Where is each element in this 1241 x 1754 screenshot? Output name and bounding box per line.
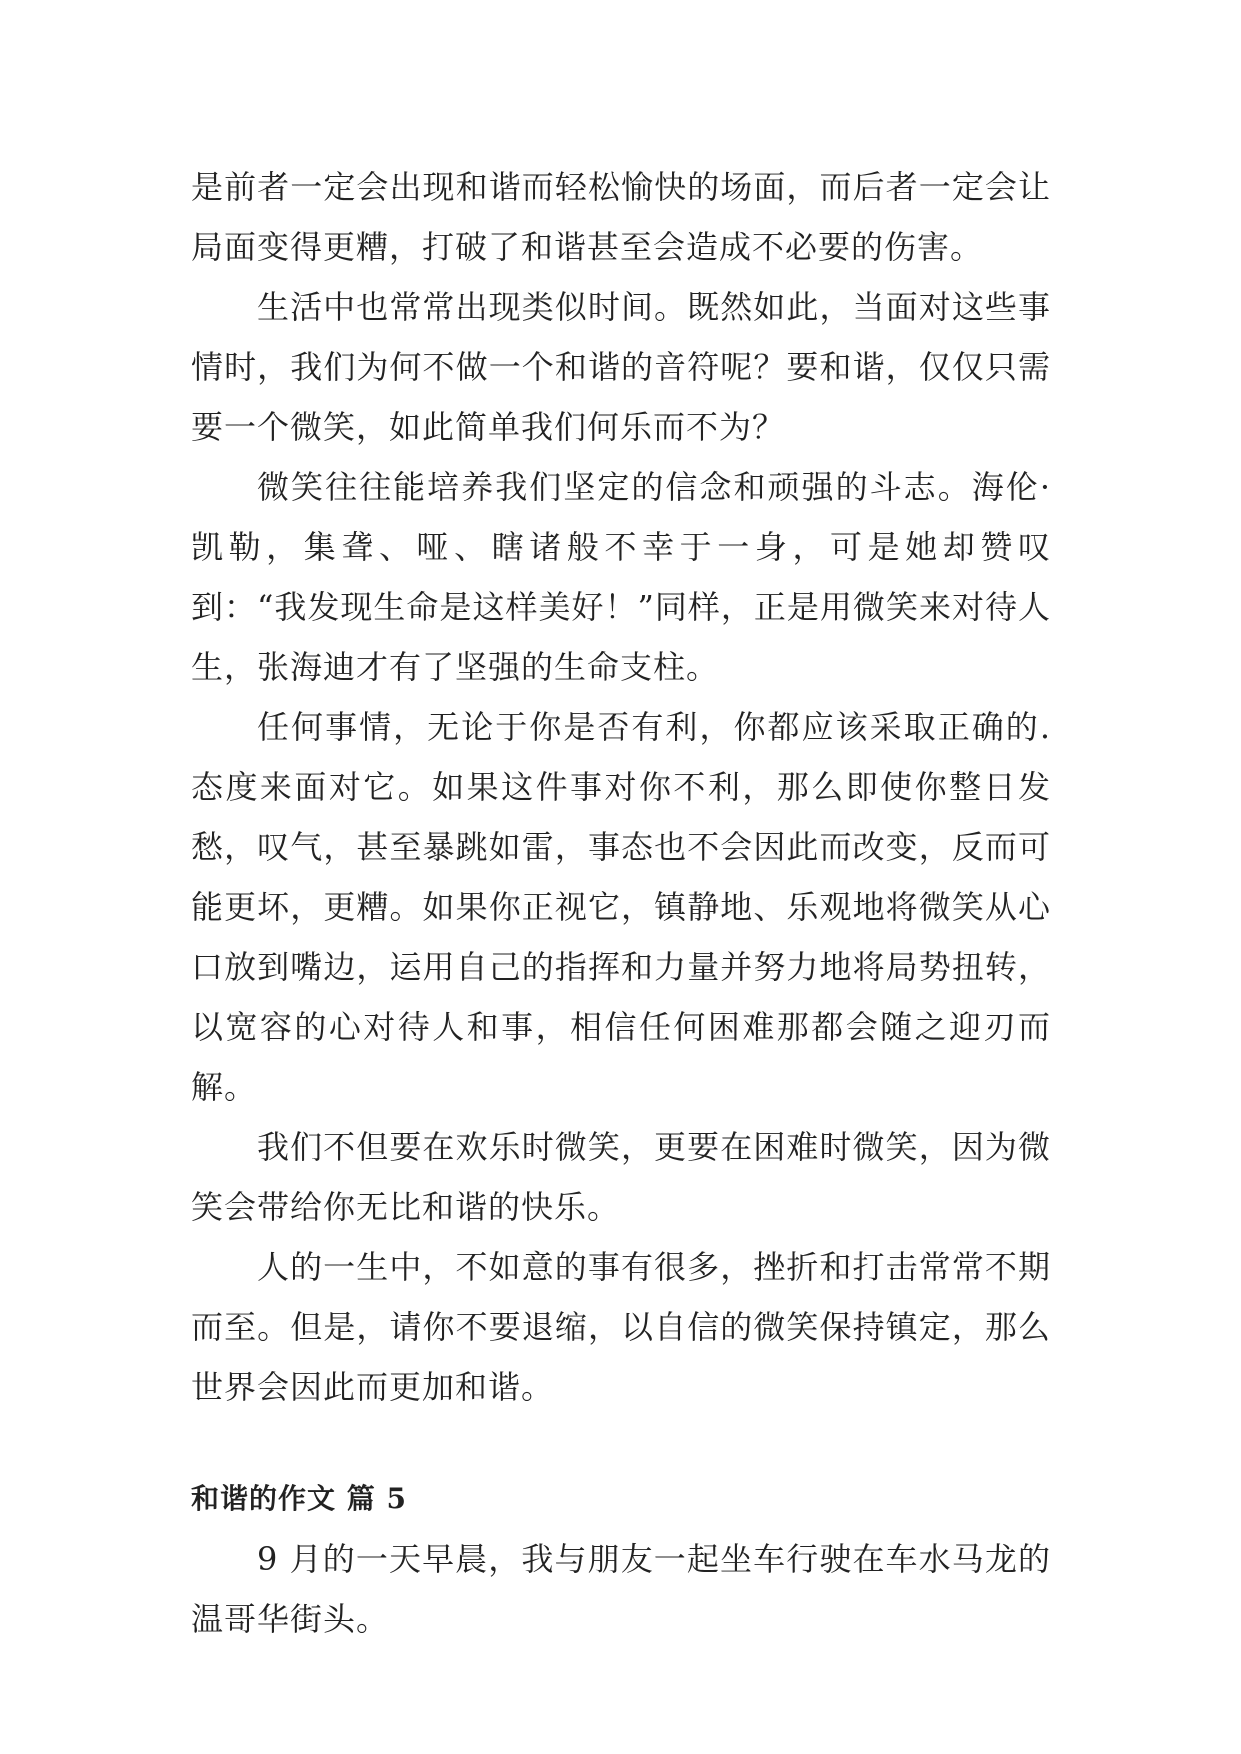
paragraph: 任何事情，无论于你是否有利，你都应该采取正确的.态度来面对它。如果这件事对你不利，那么即使你整日发愁，叹气，甚至暴跳如雷，事态也不会因此而改变，反而可能更坏，更糟。如果你正视它，镇静地、乐观地将微笑从心口放到嘴边，运用自己的指挥和力量并努力地将局势扭转，以宽容的心对待人和事，相信任何困难那都会随之迎刃而解。 (191, 708, 1051, 1106)
paragraph: 人的一生中，不如意的事有很多，挫折和打击常常不期而至。但是，请你不要退缩，以自信的微笑保持镇定，那么世界会因此而更加和谐。 (191, 1248, 1051, 1406)
paragraph-continuation: 是前者一定会出现和谐而轻松愉快的场面，而后者一定会让局面变得更糟，打破了和谐甚至会造成不必要的伤害。 (191, 168, 1051, 266)
paragraph: 9 月的一天早晨，我与朋友一起坐车行驶在车水马龙的温哥华街头。 (191, 1540, 1051, 1638)
paragraph: 生活中也常常出现类似时间。既然如此，当面对这些事情时，我们为何不做一个和谐的音符呢？要和谐，仅仅只需要一个微笑，如此简单我们何乐而不为？ (191, 288, 1051, 446)
document-body (191, 157, 1051, 1649)
section-heading: 和谐的作文 篇 5 (191, 1482, 407, 1515)
paragraph: 我们不但要在欢乐时微笑，更要在困难时微笑，因为微笑会带给你无比和谐的快乐。 (191, 1128, 1051, 1226)
paragraph: 微笑往往能培养我们坚定的信念和顽强的斗志。海伦·凯勒，集聋、哑、瞎诸般不幸于一身，可是她却赞叹到：“我发现生命是这样美好！”同样，正是用微笑来对待人生，张海迪才有了坚强的生命支柱。 (191, 468, 1051, 686)
